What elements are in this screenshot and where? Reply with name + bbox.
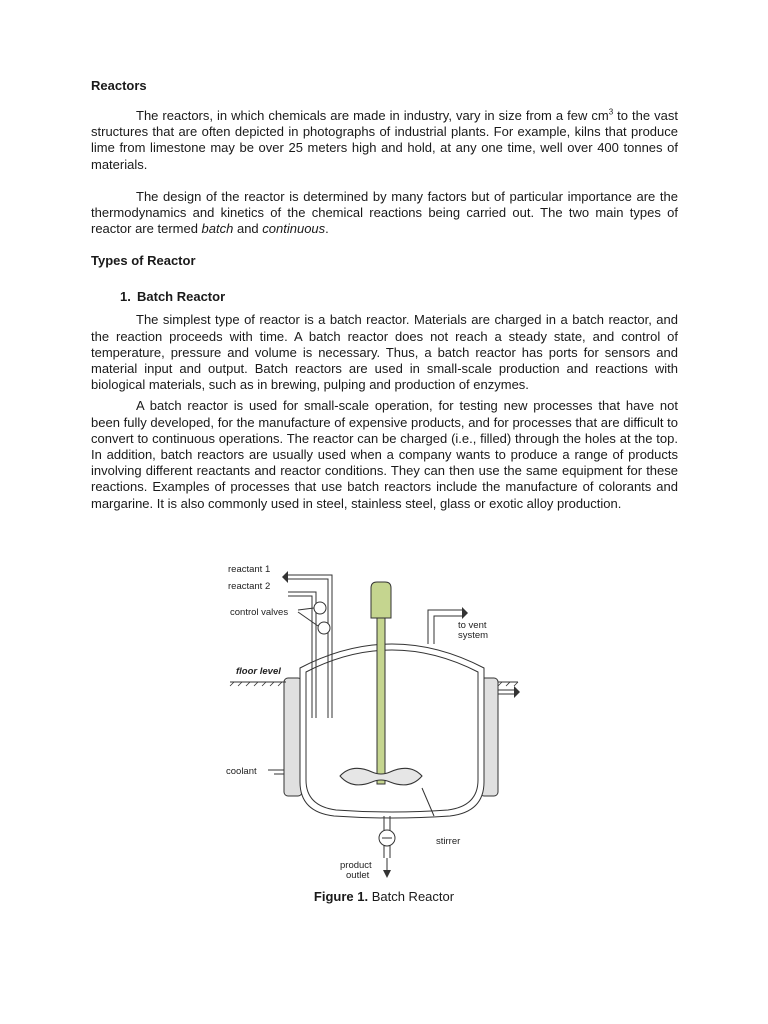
floor-hatch-right	[498, 682, 518, 686]
list-number: 1.	[120, 289, 131, 305]
heading-reactors: Reactors	[91, 78, 147, 93]
batch-reactor-figure	[222, 558, 522, 880]
heading-types-of-reactor: Types of Reactor	[91, 253, 196, 269]
figure-caption-number: Figure 1.	[313, 889, 369, 904]
paragraph-reactor-design	[91, 189, 678, 238]
p2-batch-term: batch	[201, 221, 234, 237]
right-outlet-arrow	[514, 686, 520, 698]
p2-and: and	[233, 221, 263, 237]
vent-arrow	[462, 607, 468, 619]
label-vent-system: system	[458, 630, 489, 641]
p2-text-a: The design of the reactor is determined by many factors but of particular importance are the thermodynamics and kinetics of the chemical reactions being carried out. The two main types of reactor are termed	[91, 188, 678, 237]
vent-pipe	[428, 610, 462, 644]
p1-text-a: The reactors, in which chemicals are made in industry, vary in size from a few cm	[136, 108, 609, 123]
label-to-vent: to vent	[458, 620, 487, 631]
p2-end: .	[325, 221, 329, 237]
control-valve-1	[314, 602, 326, 614]
label-floor-level: floor level	[236, 666, 281, 677]
label-outlet: outlet	[346, 870, 370, 880]
label-control-valves: control valves	[230, 607, 289, 618]
left-jacket	[284, 678, 302, 796]
coolant-pipe	[268, 770, 284, 774]
label-coolant: coolant	[226, 766, 257, 777]
label-reactant-2: reactant 2	[228, 581, 271, 592]
stirrer-shaft	[377, 618, 385, 784]
heading-batch-reactor-text: Batch Reactor	[137, 289, 226, 305]
document-body	[91, 70, 678, 512]
figure-caption	[0, 889, 768, 905]
control-valve-2	[318, 622, 330, 634]
label-stirrer: stirrer	[436, 836, 461, 847]
figure-caption-text: Batch Reactor	[368, 889, 455, 904]
reactant-1-arrow	[282, 571, 288, 583]
stirrer-motor	[371, 582, 391, 618]
heading-batch-reactor	[91, 289, 678, 305]
floor-hatch-left	[230, 682, 282, 686]
paragraph-batch-intro: The simplest type of reactor is a batch reactor. Materials are charged in a batch reactor, and the reaction proceeds with time. A batch reactor does not reach a steady state, and control of temperature, pressure and volume is necessary. Thus, a batch reactor has ports for sensors and material input and output. Batch reactors are used in small-scale production and reactions with biological materials, such as in brewing, pulping and production of enzymes.	[91, 312, 678, 393]
label-product: product	[340, 860, 372, 871]
paragraph-reactor-sizes	[91, 108, 678, 173]
paragraph-batch-uses: A batch reactor is used for small-scale operation, for testing new processes that have not been fully developed, for the manufacture of expensive products, and for processes that are difficult to convert to continuous operations. The reactor can be charged (i.e., filled) through the holes at the top. In addition, batch reactors are usually used when a company wants to produce a range of products involving different reactants and reactor conditions. They can then use the same equipment for these reactions. Examples of processes that use batch reactors include the manufacture of colorants and margarine. It is also commonly used in steel, stainless steel, glass or exotic alloy production.	[91, 398, 678, 511]
p1-superscript: 3	[608, 107, 614, 117]
label-reactant-1: reactant 1	[228, 564, 271, 575]
p1-text-b: to the vast structures that are often depicted in photographs of industrial plants. For example, kilns that produce lime from limestone may be over 25 meters high and hold, at any one time, well over 400 tonnes of materials.	[91, 108, 678, 172]
batch-reactor-diagram	[222, 558, 522, 880]
product-outlet-arrow	[383, 870, 391, 878]
p2-continuous-term: continuous	[262, 221, 326, 237]
